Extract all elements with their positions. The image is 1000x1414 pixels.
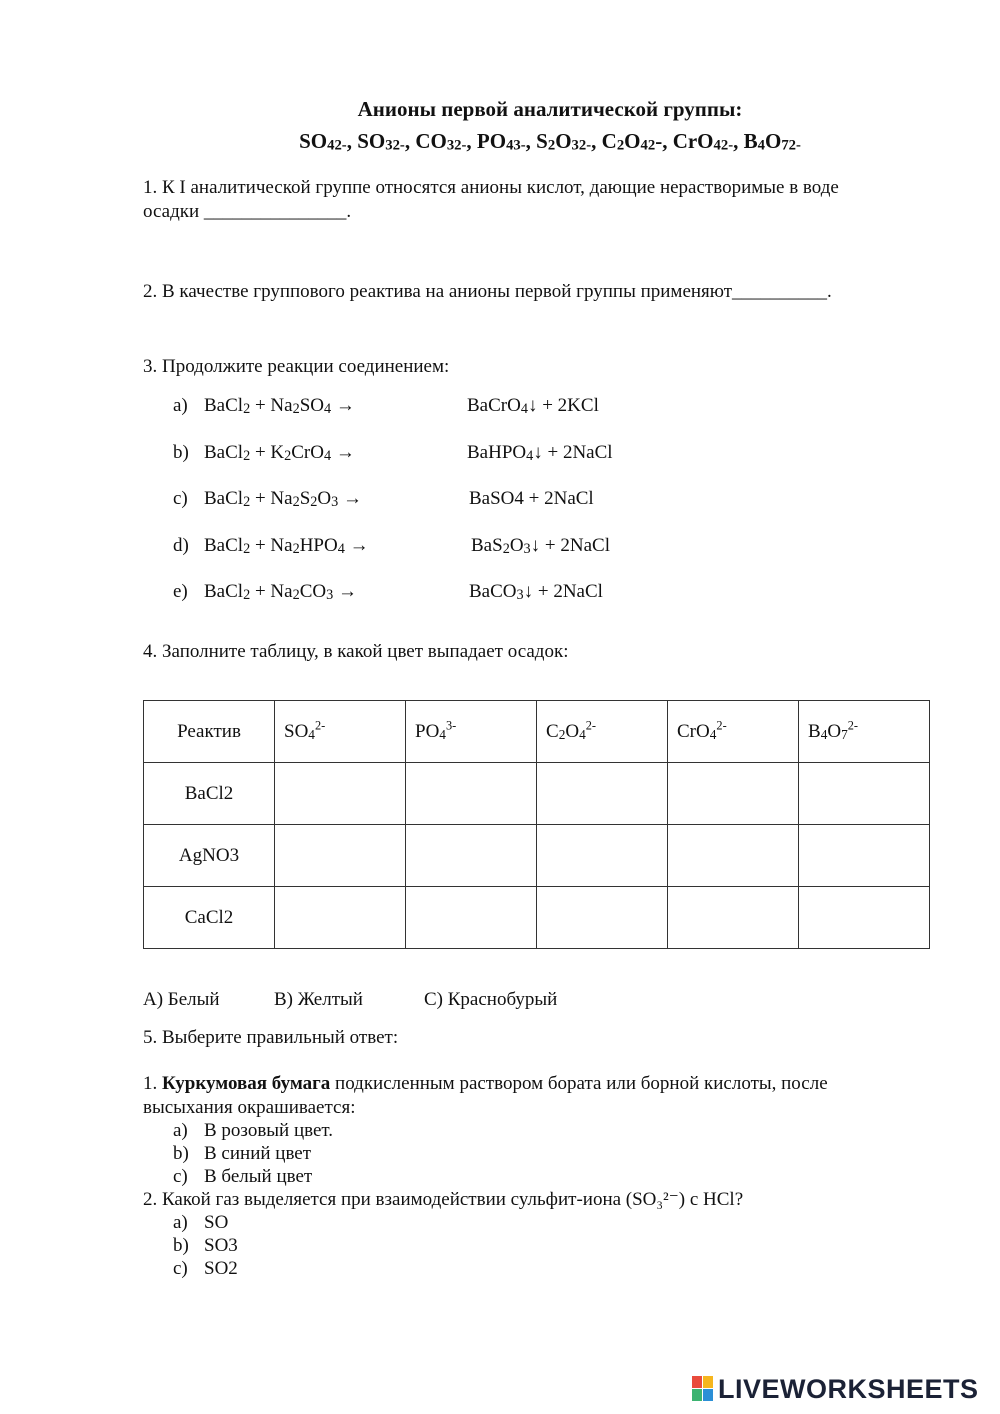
reaction-products [471, 534, 610, 558]
title-ion-5 [602, 129, 663, 153]
reaction-letter: a) [173, 395, 188, 416]
ion-formula [677, 718, 727, 742]
formula-text: B [743, 129, 758, 153]
table-answer-cell[interactable] [668, 763, 799, 825]
title-ion-separator: , [346, 129, 358, 153]
table-answer-cell[interactable] [537, 825, 668, 887]
title-ion-separator: , [733, 129, 744, 153]
products-formula [469, 581, 603, 602]
answer-option[interactable]: В розовый цвет. [204, 1120, 334, 1141]
answer-letter: b) [173, 1235, 189, 1256]
formula-sub: 43- [506, 137, 526, 154]
formula-sup: 2- [716, 718, 727, 733]
title-ion-4 [536, 129, 591, 153]
reactants-formula [204, 488, 362, 509]
reaction-reactants [204, 580, 357, 604]
title-ion-7 [744, 129, 801, 153]
formula-sub: 4 [579, 726, 586, 742]
table-answer-cell[interactable] [799, 887, 930, 949]
formula-text: + Na [250, 488, 293, 509]
title-ion-6 [673, 129, 733, 153]
formula-text: O [509, 535, 524, 556]
title-ion-0 [299, 129, 347, 153]
formula-sub: 4 [520, 401, 528, 418]
table-answer-cell[interactable] [799, 825, 930, 887]
brand-logo [692, 1374, 979, 1404]
table-answer-cell[interactable] [668, 887, 799, 949]
question-1-line-2: осадки _______________. [143, 201, 352, 222]
title-ion-separator: , [404, 129, 416, 153]
question-5-1-num: 1. [143, 1073, 162, 1094]
formula-sub: 2 [292, 401, 300, 418]
formula-sub: 3 [331, 494, 339, 511]
formula-text: O [764, 129, 782, 153]
title-ions [0, 128, 1000, 154]
products-formula [467, 395, 599, 416]
formula-sub: 2 [292, 587, 300, 604]
formula-text: PO [415, 720, 440, 742]
formula-text: CrO [677, 720, 710, 742]
formula-sub: 2 [243, 494, 251, 511]
table-answer-cell[interactable] [275, 763, 406, 825]
formula-sub: 7 [841, 726, 848, 742]
table-answer-cell[interactable] [537, 763, 668, 825]
reaction-letter: c) [173, 488, 188, 509]
formula-sub: 42 [640, 137, 656, 154]
formula-sub: 4 [308, 726, 315, 742]
formula-sub: 2 [310, 494, 318, 511]
formula-text: - [655, 129, 663, 153]
title-ion-separator: , [525, 129, 537, 153]
formula-text: ↓ + 2NaCl [533, 442, 613, 463]
title-ion-separator: , [591, 129, 602, 153]
reaction-letter: d) [173, 535, 189, 556]
formula-text: → [331, 442, 355, 463]
table-row [144, 887, 930, 949]
precipitate-color-table [143, 700, 930, 949]
formula-sub: 32- [385, 137, 405, 154]
question-5-1-line-1 [143, 1072, 903, 1096]
formula-text: CrO [672, 129, 714, 153]
formula-text: S [536, 129, 548, 153]
formula-sub: 2 [558, 726, 566, 742]
formula-text: BaS [471, 535, 503, 556]
products-formula [467, 442, 613, 463]
answer-option[interactable]: SO3 [204, 1235, 238, 1256]
question-3: 3. Продолжите реакции соединением: [143, 356, 450, 377]
table-answer-cell[interactable] [406, 763, 537, 825]
formula-text: BaCl [204, 395, 244, 416]
products-formula [471, 535, 610, 556]
title-ion-separator: , [466, 129, 477, 153]
formula-sub: 2 [292, 494, 300, 511]
table-row-reagent: AgNO3 [144, 825, 275, 887]
formula-sub: 4 [337, 541, 345, 558]
formula-sub: 4 [757, 137, 765, 154]
formula-text: O [317, 488, 332, 509]
products-formula [469, 488, 594, 509]
formula-text: BaCl [204, 581, 244, 602]
answer-option[interactable]: В синий цвет [204, 1143, 312, 1164]
formula-sub: 3 [523, 541, 531, 558]
formula-sub: 2 [243, 401, 251, 418]
formula-text: → [344, 535, 369, 556]
question-5-2: 2. Какой газ выделяется при взаимодействии сульфит-иона (SO₃²⁻) с HCl? [143, 1189, 744, 1210]
table-answer-cell[interactable] [275, 887, 406, 949]
reaction-products [467, 394, 599, 418]
question-4: 4. Заполните таблицу, в какой цвет выпадает осадок: [143, 641, 569, 662]
formula-text: + Na [250, 395, 293, 416]
reaction-products [469, 487, 594, 511]
formula-text: S [299, 488, 311, 509]
title-ion-3 [477, 129, 526, 153]
reaction-products [467, 441, 613, 465]
question-5-1 [143, 1072, 903, 1120]
formula-text: C [601, 129, 617, 153]
formula-sup: 2- [314, 718, 326, 733]
question-5: 5. Выберите правильный ответ: [143, 1027, 399, 1048]
question-5-1-rest: подкисленным раствором бората или борной кислоты, после [330, 1073, 828, 1094]
formula-sub: 3 [516, 587, 524, 604]
question-5-1-bold: Куркумовая бумага [162, 1073, 331, 1094]
table-row-reagent: BaCl2 [144, 763, 275, 825]
title-ion-1 [357, 129, 405, 153]
formula-text: → [338, 488, 362, 509]
table-answer-cell[interactable] [668, 825, 799, 887]
formula-text: O [827, 720, 842, 742]
reaction-letter: b) [173, 442, 189, 463]
formula-text: CO [299, 581, 327, 602]
table-answer-cell[interactable] [406, 825, 537, 887]
table-header-ion [799, 701, 930, 763]
table-header-row [144, 701, 930, 763]
reaction-reactants [204, 487, 362, 511]
formula-text: PO [476, 129, 507, 153]
formula-sub: 42- [713, 137, 734, 154]
formula-sub: 4 [526, 448, 534, 465]
formula-text: O [624, 129, 641, 153]
answer-option[interactable]: SO2 [204, 1258, 238, 1279]
formula-sub: 2 [502, 541, 510, 558]
formula-sub: 4 [323, 401, 332, 418]
formula-text: SO [299, 395, 324, 416]
formula-text: C [546, 720, 559, 742]
table-row [144, 763, 930, 825]
color-option: С) Краснобурый [424, 989, 558, 1010]
formula-text: ↓ + 2NaCl [530, 535, 610, 556]
reaction-products [469, 580, 603, 604]
reactants-formula [204, 535, 369, 556]
brand-name: LIVEWORKSHEETS [718, 1373, 979, 1404]
formula-sup: 2- [847, 718, 859, 733]
brand-mark-icon [692, 1376, 714, 1402]
reactants-formula [204, 442, 355, 463]
reaction-reactants [204, 441, 355, 465]
color-option: В) Желтый [274, 989, 363, 1010]
formula-sub: 72- [781, 137, 801, 154]
formula-sub: 4 [709, 726, 717, 742]
answer-letter: c) [173, 1258, 188, 1279]
question-1-line-1: 1. К I аналитической группе относятся анионы кислот, дающие нерастворимые в воде [143, 177, 839, 198]
reactants-formula [204, 581, 357, 602]
table-row [144, 825, 930, 887]
title-ion-separator: , [662, 129, 673, 153]
formula-sub: 2 [616, 137, 625, 154]
formula-text: CO [415, 129, 447, 153]
table-corner-cell: Реактив [144, 701, 275, 763]
reaction-letter: e) [173, 581, 188, 602]
formula-sup: 3- [445, 718, 457, 733]
formula-text: BaCO [469, 581, 517, 602]
ion-formula [284, 718, 326, 742]
formula-text: + K [250, 442, 285, 463]
formula-sub: 32- [446, 137, 467, 154]
formula-text: BaCl [204, 535, 244, 556]
formula-sub: 2 [547, 137, 556, 154]
formula-text: BaCl [204, 442, 244, 463]
title-ion-2 [415, 129, 466, 153]
page-title [0, 96, 1000, 122]
formula-text: → [333, 581, 357, 602]
answer-letter: a) [173, 1120, 188, 1141]
formula-sub: 2 [243, 541, 251, 558]
formula-text: ↓ + 2KCl [527, 395, 599, 416]
ion-formula [546, 718, 597, 742]
formula-sub: 2 [243, 587, 251, 604]
table-row-reagent: CaCl2 [144, 887, 275, 949]
question-5-1-line-2: высыхания окрашивается: [143, 1097, 356, 1118]
formula-text: ↓ + 2NaCl [523, 581, 603, 602]
formula-sub: 32- [571, 137, 592, 154]
table-answer-cell[interactable] [799, 763, 930, 825]
reaction-reactants [204, 534, 369, 558]
formula-text: BaCl [204, 488, 244, 509]
ion-formula [808, 718, 859, 742]
formula-sup: 2- [585, 718, 597, 733]
formula-sub: 2 [284, 448, 292, 465]
formula-text: B [808, 720, 821, 742]
answer-letter: b) [173, 1143, 189, 1164]
table-answer-cell[interactable] [537, 887, 668, 949]
table-answer-cell[interactable] [275, 825, 406, 887]
table-header-ion [668, 701, 799, 763]
formula-text: BaHPO [467, 442, 527, 463]
formula-sub: 42- [327, 137, 347, 154]
formula-sub: 4 [439, 726, 446, 742]
question-1 [143, 176, 903, 224]
answer-letter: c) [173, 1166, 188, 1187]
formula-text: SO [357, 129, 386, 153]
formula-sub: 2 [243, 448, 251, 465]
formula-text: CrO [291, 442, 324, 463]
title-line-1: Анионы первой аналитической группы: [357, 97, 743, 121]
reaction-reactants [204, 394, 355, 418]
formula-sub: 4 [820, 726, 828, 742]
formula-text: O [555, 129, 572, 153]
answer-option[interactable]: В белый цвет [204, 1166, 313, 1187]
table-answer-cell[interactable] [406, 887, 537, 949]
formula-text: BaSO4 + 2NaCl [469, 488, 594, 509]
ion-formula [415, 718, 457, 742]
formula-text: O [565, 720, 580, 742]
formula-text: SO [284, 720, 309, 742]
table-header-ion [537, 701, 668, 763]
formula-text: HPO [299, 535, 338, 556]
table-header-ion [406, 701, 537, 763]
color-option: А) Белый [143, 989, 220, 1010]
formula-sub: 3 [326, 587, 334, 604]
formula-text: BaCrO [467, 395, 521, 416]
formula-sub: 2 [292, 541, 300, 558]
reactants-formula [204, 395, 355, 416]
formula-text: + Na [250, 535, 293, 556]
formula-text: → [331, 395, 355, 416]
answer-option[interactable]: SO [204, 1212, 229, 1233]
question-2: 2. В качестве группового реактива на анионы первой группы применяют__________. [143, 281, 832, 302]
answer-letter: a) [173, 1212, 188, 1233]
table-header-ion [275, 701, 406, 763]
formula-sub: 4 [323, 448, 332, 465]
formula-text: SO [299, 129, 328, 153]
formula-text: + Na [250, 581, 293, 602]
